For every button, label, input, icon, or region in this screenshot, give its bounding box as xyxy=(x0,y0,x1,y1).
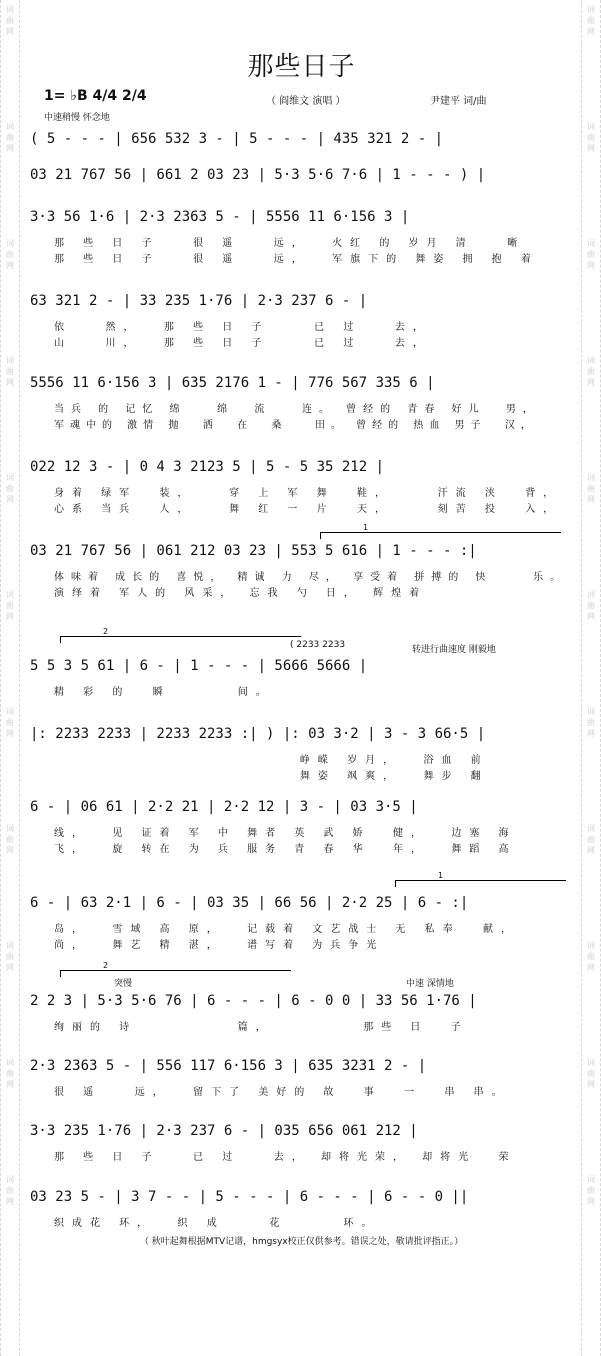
watermark-char: 网 xyxy=(6,963,14,972)
watermark-glyph-group xyxy=(6,238,14,271)
volta-2b-bracket xyxy=(60,961,291,977)
watermark-glyph-group xyxy=(6,589,14,622)
watermark-char: 曲 xyxy=(587,16,595,25)
author-credit: 尹建平 词/曲 xyxy=(430,96,487,107)
watermark-glyph-group xyxy=(587,1174,595,1207)
notation-line: 5556 11 6·156 3 | 635 2176 1 - | 776 567 335 6 | xyxy=(30,375,435,391)
watermark-char: 词 xyxy=(6,356,14,365)
lyric-verse-1: 依 然， 那 些 日 子 已 过 去， xyxy=(54,322,431,333)
notation-line: 6 - | 63 2·1 | 6 - | 03 35 | 66 56 | 2·2 25 | 6 - :| xyxy=(30,895,469,911)
lyric-verse-2: 心系 当兵 人， 舞 红 一 片 天， 刻苦 投 入， xyxy=(54,504,562,515)
right-watermark-strip xyxy=(581,0,601,1356)
watermark-char: 曲 xyxy=(6,250,14,259)
bracket-notes: ( 2233 2233 xyxy=(290,640,346,650)
slow-marking: 突慢 xyxy=(114,979,133,989)
watermark-char: 词 xyxy=(6,824,14,833)
transcription-note: （ 秋叶起舞根据MTV记谱，hmgsyx校正仅供参考。错误之处，敬请批评指正。） xyxy=(139,1237,464,1247)
watermark-glyph-group xyxy=(587,238,595,271)
volta-2-label: 2 xyxy=(103,627,109,636)
watermark-glyph-group xyxy=(6,4,14,37)
notation-line: 5 5 3 5 61 | 6 - | 1 - - - | 5666 5666 | xyxy=(30,658,368,674)
lyric-verse-2: 军魂中的 激情 抛 洒 在 桑 田。 曾经的 热血 男子 汉， xyxy=(54,420,537,431)
watermark-char: 词 xyxy=(587,473,595,482)
volta-1-label: 1 xyxy=(363,523,369,532)
lyric-verse-2: 演绎着 军人的 风采， 忘我 勺 日， 辉煌着 xyxy=(54,588,428,599)
lyric-verse-2: 尚， 舞艺 精 湛， 谱写着 为兵争光 xyxy=(54,940,385,951)
lyric-verse-1: 峥嵘 岁月， 浴血 前 xyxy=(54,755,489,766)
watermark-char: 曲 xyxy=(6,835,14,844)
watermark-char: 网 xyxy=(587,729,595,738)
watermark-char: 曲 xyxy=(587,835,595,844)
watermark-char: 词 xyxy=(587,239,595,248)
lyric-verse-1: 绚丽的 诗 篇， 那些 日 子 xyxy=(54,1022,469,1033)
lyric-verse-1: 身着 绿军 装， 穿 上 军 舞 鞋， 汗流 浃 背， xyxy=(54,488,562,499)
watermark-char: 网 xyxy=(6,1080,14,1089)
watermark-glyph-group xyxy=(6,472,14,505)
watermark-glyph-group xyxy=(587,589,595,622)
lyric-verse-1: 那 些 日 子 很 遥 远， 火红 的 岁月 清 晰 xyxy=(54,238,526,249)
watermark-glyph-group xyxy=(587,706,595,739)
mid-tempo-marking: 中速 深情地 xyxy=(406,979,454,989)
watermark-char: 词 xyxy=(6,122,14,131)
tempo-marking: 中速稍慢 怀念地 xyxy=(44,113,110,123)
notation-line: 63 321 2 - | 33 235 1·76 | 2·3 237 6 - | xyxy=(30,293,368,309)
watermark-char: 词 xyxy=(587,707,595,716)
watermark-char: 曲 xyxy=(587,952,595,961)
watermark-char: 网 xyxy=(6,729,14,738)
notation-line: 022 12 3 - | 0 4 3 2123 5 | 5 - 5 35 212 | xyxy=(30,459,385,475)
watermark-char: 词 xyxy=(587,1175,595,1184)
lyric-verse-1: 线， 见 证着 军 中 舞者 英 武 娇 健， 边塞 海 xyxy=(54,828,517,839)
watermark-glyph-group xyxy=(6,940,14,973)
watermark-char: 词 xyxy=(587,5,595,14)
watermark-char: 词 xyxy=(6,473,14,482)
lyric-verse-1: 体味着 成长的 喜悦， 精诚 力 尽， 享受着 拼搏的 快 乐。 xyxy=(54,572,568,583)
notation-line: 3·3 56 1·6 | 2·3 2363 5 - | 5556 11 6·156 3 | xyxy=(30,209,410,225)
watermark-char: 曲 xyxy=(587,1069,595,1078)
watermark-glyph-group xyxy=(587,1057,595,1090)
lyric-verse-2: 那 些 日 子 很 遥 远， 军旗下的 舞姿 拥 抱 着 xyxy=(54,254,539,265)
watermark-glyph-group xyxy=(6,823,14,856)
lyric-verse-2: 舞姿 飒爽， 舞步 翻 xyxy=(54,771,489,782)
watermark-char: 网 xyxy=(6,27,14,36)
watermark-glyph-group xyxy=(587,823,595,856)
watermark-char: 网 xyxy=(6,378,14,387)
watermark-char: 网 xyxy=(587,495,595,504)
watermark-char: 词 xyxy=(587,122,595,131)
key-signature: 1= ♭B 4/4 2/4 xyxy=(44,88,147,104)
notation-line: 2·3 2363 5 - | 556 117 6·156 3 | 635 3231 2 - | xyxy=(30,1058,427,1074)
watermark-glyph-group xyxy=(6,121,14,154)
volta-2b-label: 2 xyxy=(103,961,109,970)
lyric-verse-1: 精 彩 的 瞬 间。 xyxy=(54,687,274,698)
notation-line: 6 - | 06 61 | 2·2 21 | 2·2 12 | 3 - | 03 3·5 | xyxy=(30,799,418,815)
volta-1-bracket xyxy=(320,523,561,539)
watermark-char: 词 xyxy=(6,5,14,14)
left-watermark-strip xyxy=(0,0,20,1356)
watermark-char: 曲 xyxy=(6,367,14,376)
watermark-char: 网 xyxy=(587,261,595,270)
watermark-char: 词 xyxy=(6,1058,14,1067)
notation-line: 03 21 767 56 | 661 2 03 23 | 5·3 5·6 7·6 | 1 - - - ) | xyxy=(30,167,486,183)
watermark-char: 曲 xyxy=(6,16,14,25)
watermark-glyph-group xyxy=(587,355,595,388)
watermark-char: 词 xyxy=(587,356,595,365)
watermark-char: 词 xyxy=(6,239,14,248)
notation-line: |: 2233 2233 | 2233 2233 :| ) |: 03 3·2 | 3 - 3 66·5 | xyxy=(30,726,486,742)
watermark-char: 网 xyxy=(6,495,14,504)
watermark-char: 曲 xyxy=(6,1186,14,1195)
watermark-char: 网 xyxy=(6,261,14,270)
watermark-char: 网 xyxy=(6,144,14,153)
watermark-char: 曲 xyxy=(6,952,14,961)
volta-1b-label: 1 xyxy=(438,871,444,880)
notation-line: 03 23 5 - | 3 7 - - | 5 - - - | 6 - - - | 6 - - 0 || xyxy=(30,1189,469,1205)
watermark-char: 曲 xyxy=(6,133,14,142)
watermark-char: 曲 xyxy=(6,1069,14,1078)
singer-credit: （ 阎维文 演唱 ） xyxy=(266,96,346,107)
watermark-char: 词 xyxy=(6,1175,14,1184)
lyric-verse-1: 很 遥 远， 留下了 美好的 故 事 一 串 串。 xyxy=(54,1087,510,1098)
watermark-char: 词 xyxy=(6,707,14,716)
watermark-char: 词 xyxy=(587,824,595,833)
notation-line: 03 21 767 56 | 061 212 03 23 | 553 5 616 | 1 - - - :| xyxy=(30,543,477,559)
watermark-char: 网 xyxy=(6,612,14,621)
watermark-char: 曲 xyxy=(587,718,595,727)
notation-line: ( 5 - - - | 656 532 3 - | 5 - - - | 435 321 2 - | xyxy=(30,131,444,147)
lyric-verse-1: 当兵 的 记忆 绵 绵 流 连。 曾经的 青春 好儿 男， xyxy=(54,404,540,415)
watermark-char: 网 xyxy=(587,1080,595,1089)
song-title: 那些日子 xyxy=(247,52,356,82)
watermark-glyph-group xyxy=(587,121,595,154)
watermark-glyph-group xyxy=(6,355,14,388)
lyric-verse-2: 飞， 旋 转在 为 兵 服务 青 春 华 年， 舞蹈 高 xyxy=(54,844,517,855)
watermark-glyph-group xyxy=(587,472,595,505)
watermark-char: 网 xyxy=(587,378,595,387)
watermark-char: 词 xyxy=(587,1058,595,1067)
volta-2-bracket xyxy=(60,627,301,643)
watermark-glyph-group xyxy=(587,4,595,37)
watermark-glyph-group xyxy=(587,940,595,973)
watermark-char: 网 xyxy=(587,963,595,972)
watermark-glyph-group xyxy=(6,1174,14,1207)
watermark-char: 曲 xyxy=(6,484,14,493)
watermark-char: 网 xyxy=(587,1197,595,1206)
watermark-char: 网 xyxy=(587,846,595,855)
watermark-char: 曲 xyxy=(587,484,595,493)
watermark-glyph-group xyxy=(6,1057,14,1090)
watermark-char: 网 xyxy=(6,1197,14,1206)
watermark-char: 网 xyxy=(587,27,595,36)
watermark-char: 网 xyxy=(587,144,595,153)
watermark-char: 词 xyxy=(6,590,14,599)
watermark-char: 曲 xyxy=(587,601,595,610)
lyric-verse-1: 织成花 环， 织 成 花 环。 xyxy=(54,1218,380,1229)
tempo-change-marking: 转进行曲速度 刚毅地 xyxy=(412,645,496,655)
watermark-char: 词 xyxy=(587,941,595,950)
watermark-char: 曲 xyxy=(587,133,595,142)
watermark-char: 曲 xyxy=(587,1186,595,1195)
watermark-char: 曲 xyxy=(587,367,595,376)
watermark-glyph-group xyxy=(6,706,14,739)
watermark-char: 曲 xyxy=(6,601,14,610)
watermark-char: 词 xyxy=(6,941,14,950)
watermark-char: 网 xyxy=(6,846,14,855)
lyric-verse-2: 山 川， 那 些 日 子 已 过 去， xyxy=(54,338,431,349)
notation-line: 2 2 3 | 5·3 5·6 76 | 6 - - - | 6 - 0 0 | 33 56 1·76 | xyxy=(30,993,477,1009)
sheet-music-page xyxy=(30,0,573,1356)
watermark-char: 网 xyxy=(587,612,595,621)
volta-1b-bracket xyxy=(395,871,566,887)
watermark-char: 词 xyxy=(587,590,595,599)
watermark-char: 曲 xyxy=(6,718,14,727)
lyric-verse-1: 那 些 日 子 已 过 去， 却将光荣， 却将光 荣 xyxy=(54,1152,517,1163)
notation-line: 3·3 235 1·76 | 2·3 237 6 - | 035 656 061 212 | xyxy=(30,1123,418,1139)
lyric-verse-1: 岛， 雪域 高 原， 记载着 文艺战士 无 私奉 献， xyxy=(54,924,519,935)
watermark-char: 曲 xyxy=(587,250,595,259)
